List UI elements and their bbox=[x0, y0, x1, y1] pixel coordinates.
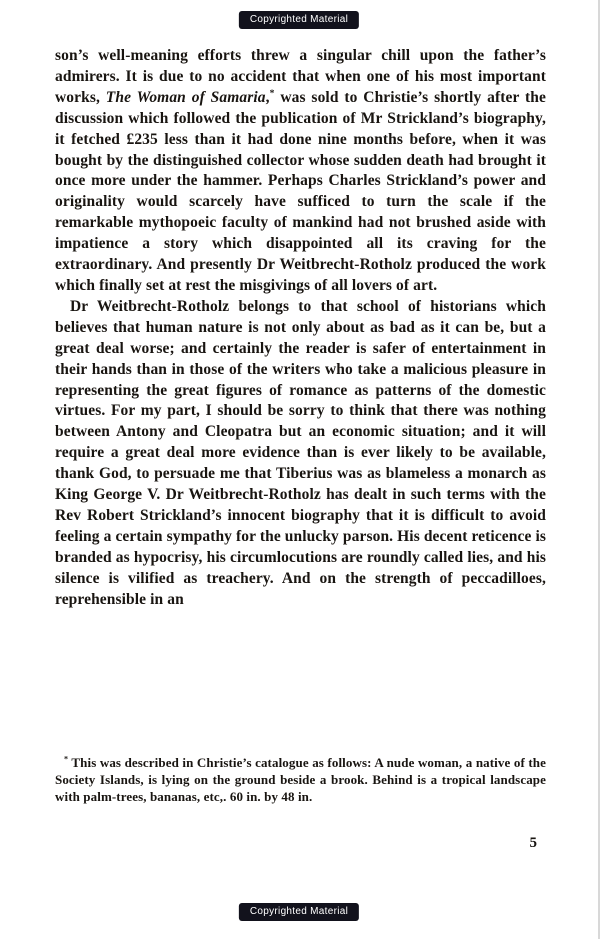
page-body bbox=[55, 46, 546, 610]
paragraph-1-text: son’s well-meaning efforts threw a singular chill upon the father’s admirers. It is due to no accident that when one of his most important works, bbox=[55, 47, 546, 106]
footnote bbox=[55, 754, 546, 806]
paragraph-1 bbox=[55, 46, 546, 297]
book-title-italic: The Woman of Samaria bbox=[105, 88, 266, 106]
footnote-marker-asterisk: * bbox=[64, 754, 69, 764]
footnote-text: This was described in Christie’s catalogue as follows: A nude woman, a native of the Society Islands, is lying on the ground beside a brook. Behind is a tropical landscape with palm-trees, bananas, etc,. 60 in. by 48 in. bbox=[55, 755, 546, 805]
page-number: 5 bbox=[529, 835, 537, 851]
copyright-badge-bottom bbox=[239, 903, 359, 921]
paragraph-2: Dr Weitbrecht-Rotholz belongs to that school of historians which believes that human nature is not only about as bad as it can be, but a great deal worse; and certainly the reader is safer of entertainment in their hands than in those of the writers who take a malicious pleasure in representing the great figures of romance as patterns of the domestic virtues. For my part, I should be sorry to think that there was nothing between Antony and Cleopatra but an economic situation; and it will require a great deal more evidence than is ever likely to be available, thank God, to persuade me that Tiberius was as blameless a monarch as King George V. Dr Weitbrecht-Rotholz has dealt in such terms with the Rev Robert Strickland’s innocent biography that it is difficult to avoid feeling a certain sympathy for the unlucky parson. His decent reticence is branded as hypocrisy, his circumlocutions are roundly called lies, and his silence is vilified as treachery. And on the strength of peccadilloes, reprehensible in an bbox=[55, 297, 546, 608]
copyright-badge-top bbox=[239, 11, 359, 29]
paragraph-1-continued: was sold to Christie’s shortly after the discussion which followed the publication of Mr Strickland’s biography, it fetched £235 less than it had done nine months before, when it was bought by the distinguished collector whose sudden death had brought it once more under the hammer. Perhaps Charles Strickland’s power and originality would scarcely have sufficed to turn the scale if the remarkable mythopoeic faculty of mankind had not brushed aside with impatience a story which disappointed all its craving for the extraordinary. And presently Dr Weitbrecht-Rotholz produced the work which finally set at rest the misgivings of all lovers of art. bbox=[55, 88, 546, 294]
paragraph-1-comma: , bbox=[265, 88, 270, 106]
copyright-badge-bottom-label: Copyrighted Material bbox=[249, 906, 349, 917]
footnote-reference-asterisk: * bbox=[269, 87, 275, 99]
copyright-badge-top-label: Copyrighted Material bbox=[249, 14, 349, 25]
